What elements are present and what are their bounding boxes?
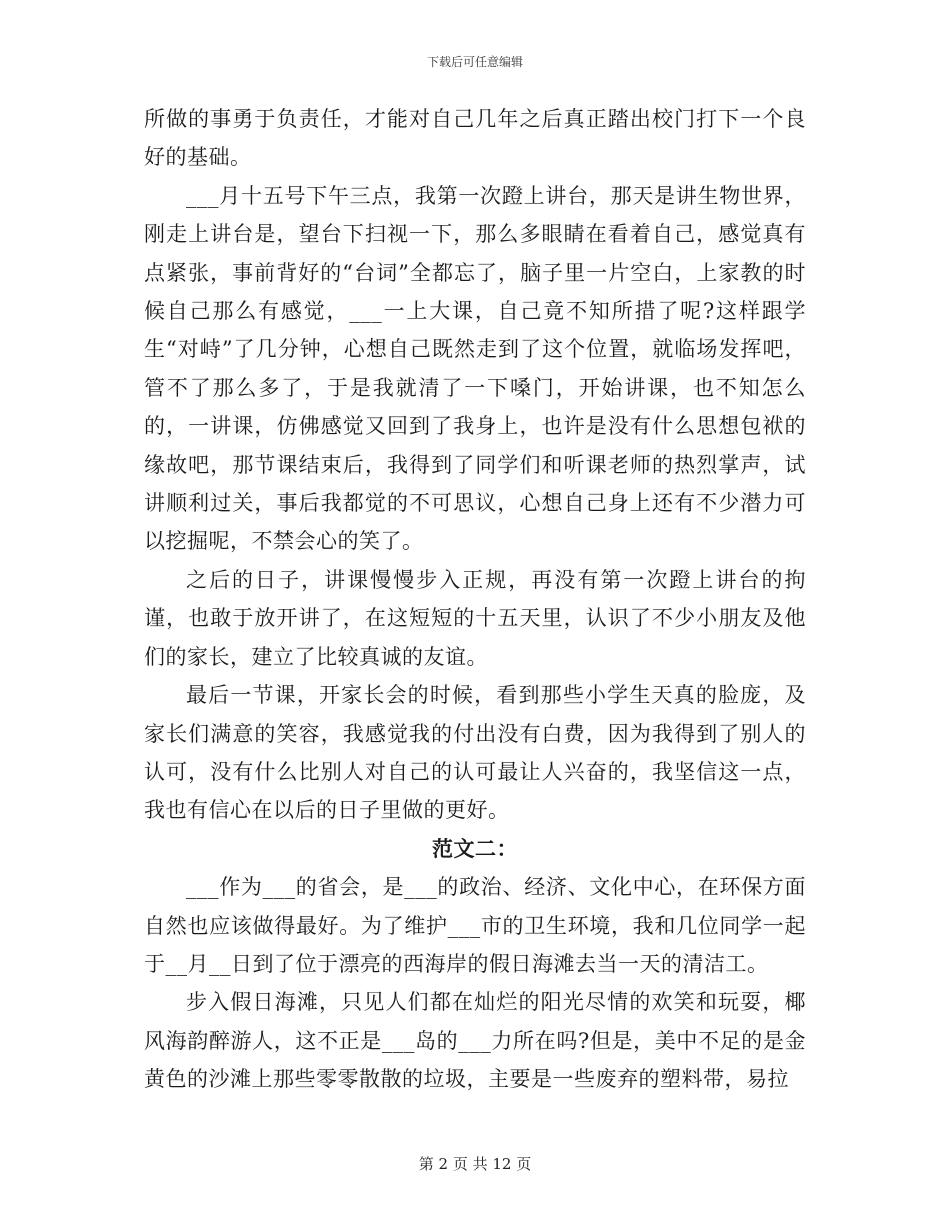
paragraph: 所做的事勇于负责任，才能对自己几年之后真正踏出校门打下一个良好的基础。 [144,107,806,170]
paragraph: 最后一节课，开家长会的时候，看到那些小学生天真的脸庞，及家长们满意的笑容，我感觉我的付出没有白费，因为我得到了别人的认可，没有什么比别人对自己的认可最让人兴奋的，我坚信这一点，我也有信心在以后的日子里做的更好。 [144,683,806,823]
document-body [144,100,806,1099]
paragraph: ___月十五号下午三点，我第一次蹬上讲台，那天是讲生物世界，刚走上讲台是，望台下扫视一下，那么多眼睛在看着自己，感觉真有点紧张，事前背好的“台词”全都忘了，脑子里一片空白，上家教的时候自己那么有感觉，___一上大课，自己竟不知所措了呢?这样跟学生“对峙”了几分钟，心想自己既然走到了这个位置，就临场发挥吧，管不了那么多了，于是我就清了一下嗓门，开始讲课，也不知怎么的，一讲课，仿佛感觉又回到了我身上，也许是没有什么思想包袱的缘故吧，那节课结束后，我得到了同学们和听课老师的热烈掌声，试讲顺利过关，事后我都觉的不可思议，心想自己身上还有不少潜力可以挖掘呢，不禁会心的笑了。 [144,183,806,554]
page-header: 下载后可任意编辑 [426,55,523,69]
page-footer: 第 2 页 共 12 页 [418,1155,532,1173]
paragraph: 步入假日海滩，只见人们都在灿烂的阳光尽情的欢笑和玩耍，椰风海韵醉游人，这不正是___岛的___力所在吗?但是，美中不足的是金黄色的沙滩上那些零零散散的垃圾，主要是一些废弃的塑料带，易拉 [144,990,806,1092]
paragraph: 之后的日子，讲课慢慢步入正规，再没有第一次蹬上讲台的拘谨，也敢于放开讲了，在这短短的十五天里，认识了不少小朋友及他们的家长，建立了比较真诚的友谊。 [144,567,806,669]
section-heading: 范文二： [432,836,518,861]
paragraph: ___作为___的省会，是___的政治、经济、文化中心，在环保方面自然也应该做得最好。为了维护___市的卫生环境，我和几位同学一起于__月__日到了位于漂亮的西海岸的假日海滩去当一天的清洁工。 [144,875,806,976]
